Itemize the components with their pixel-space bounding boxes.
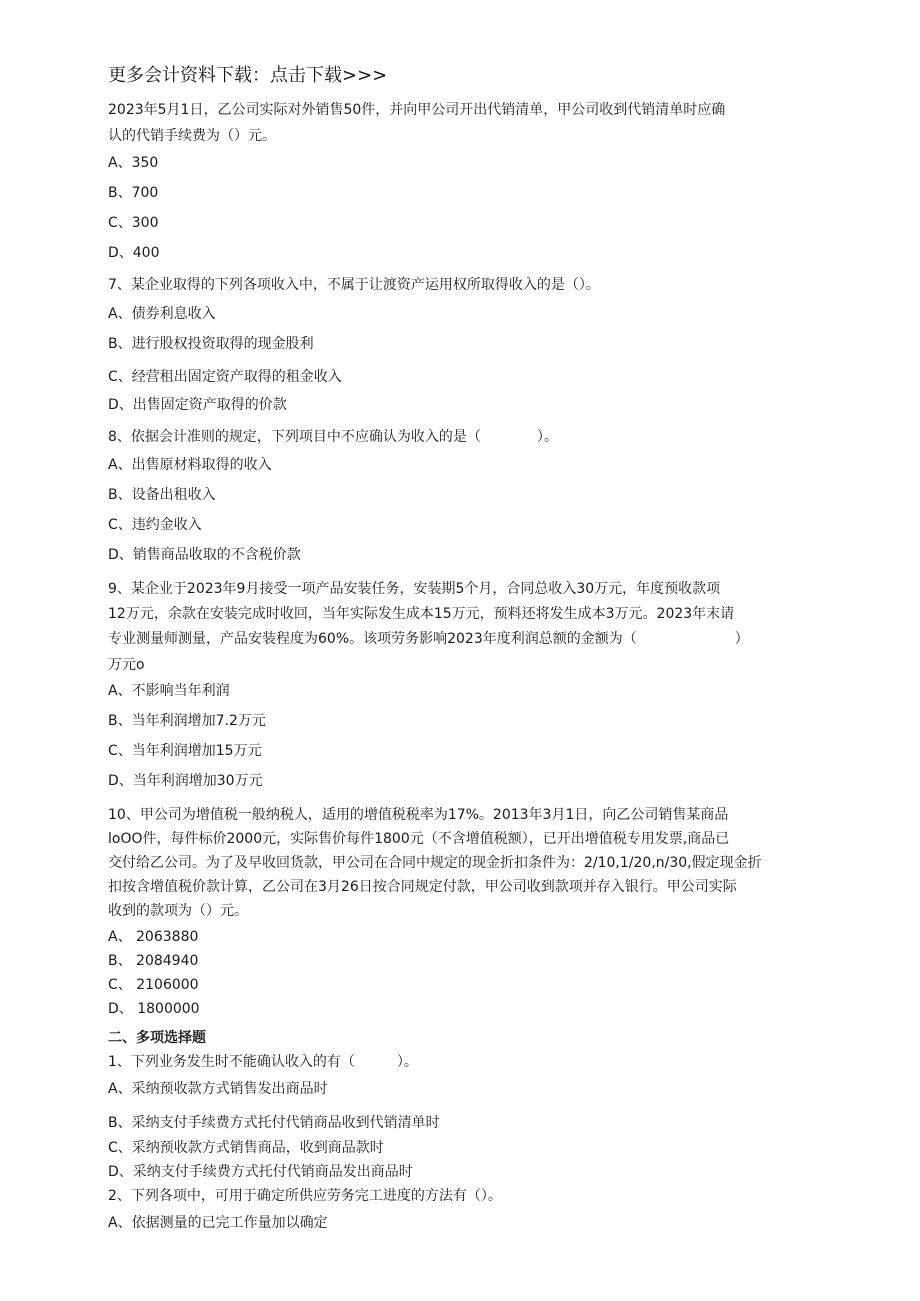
q10-stem-line3: 交付给乙公司。为了及早收回货款，甲公司在合同中规定的现金折扣条件为：2/10,1/20,n/30,假定现金折 (108, 855, 762, 871)
mq1-option-a: A、采纳预收款方式销售发出商品时 (108, 1081, 328, 1097)
q9-option-c: C、当年利润增加15万元 (108, 743, 262, 759)
q10-stem-line5: 收到的款项为（）元。 (108, 903, 248, 919)
q10-option-c: C、 2106000 (108, 977, 199, 993)
q7-option-b: B、进行股权投资取得的现金股利 (108, 336, 314, 352)
q6-option-c: C、300 (108, 215, 159, 231)
q10-stem-line2: loOO件，每件标价2000元，实际售价每件1800元（不含增值税额），已开出增值税专用发票,商品已 (108, 831, 730, 847)
q10-option-b: B、 2084940 (108, 953, 199, 969)
q6-option-a: A、350 (108, 155, 159, 171)
mq1-stem: 1、下列业务发生时不能确认收入的有（ ）。 (108, 1054, 418, 1070)
q10-stem-line1: 10、甲公司为增值税一般纳税人，适用的增值税税率为17%。2013年3月1日，向乙公司销售某商品 (108, 807, 729, 823)
q7-stem: 7、某企业取得的下列各项收入中，不属于让渡资产运用权所取得收入的是（）。 (108, 277, 600, 293)
q7-option-c: C、经营租出固定资产取得的租金收入 (108, 369, 342, 385)
q7-option-a: A、债券利息收入 (108, 306, 216, 322)
q9-option-a: A、不影响当年利润 (108, 683, 230, 699)
mq2-option-a: A、依据测量的已完工作量加以确定 (108, 1215, 328, 1231)
header-prefix: 更多会计资料下载： (108, 65, 270, 86)
q6-option-d: D、400 (108, 245, 160, 261)
q6-option-b: B、700 (108, 185, 159, 201)
mq2-stem: 2、下列各项中，可用于确定所供应劳务完工进度的方法有（）。 (108, 1188, 502, 1204)
q10-stem-line4: 扣按含增值税价款计算，乙公司在3月26日按合同规定付款，甲公司收到款项并存入银行。甲公司实际 (108, 879, 737, 895)
q8-option-a: A、出售原材料取得的收入 (108, 457, 272, 473)
q9-option-b: B、当年利润增加7.2万元 (108, 713, 266, 729)
mq1-option-b: B、采纳支付手续费方式托付代销商品收到代销清单时 (108, 1115, 440, 1131)
download-link[interactable]: 点击下载>>> (270, 65, 388, 86)
q8-option-d: D、销售商品收取的不含税价款 (108, 547, 301, 563)
q10-option-d: D、 1800000 (108, 1001, 200, 1017)
q9-stem-line1: 9、某企业于2023年9月接受一项产品安装任务，安装期5个月，合同总收入30万元，年度预收款项 (108, 581, 721, 597)
q9-option-d: D、当年利润增加30万元 (108, 773, 263, 789)
q8-stem: 8、依据会计准则的规定，下列项目中不应确认为收入的是（ ）。 (108, 429, 558, 445)
q9-stem-line2: 12万元，余款在安装完成时收回，当年实际发生成本15万元，预料还将发生成本3万元。2023年末请 (108, 606, 735, 622)
q8-option-b: B、设备出租收入 (108, 487, 216, 503)
q6-stem-line1: 2023年5月1日，乙公司实际对外销售50件，并向甲公司开出代销清单，甲公司收到代销清单时应确 (108, 102, 726, 118)
mq1-option-c: C、采纳预收款方式销售商品，收到商品款时 (108, 1140, 384, 1156)
q9-stem-line4: 万元o (108, 657, 145, 673)
q6-stem-line2: 认的代销手续费为（）元。 (108, 128, 276, 144)
download-header (108, 64, 387, 88)
q10-option-a: A、 2063880 (108, 929, 199, 945)
q9-stem-line3: 专业测量师测量，产品安装程度为60%。该项劳务影响2023年度利润总额的金额为（ ） (108, 631, 749, 647)
section-title-multiple-choice: 二、多项选择题 (108, 1030, 206, 1046)
q7-option-d: D、出售固定资产取得的价款 (108, 397, 287, 413)
mq1-option-d: D、采纳支付手续费方式托付代销商品发出商品时 (108, 1164, 413, 1180)
q8-option-c: C、违约金收入 (108, 517, 202, 533)
